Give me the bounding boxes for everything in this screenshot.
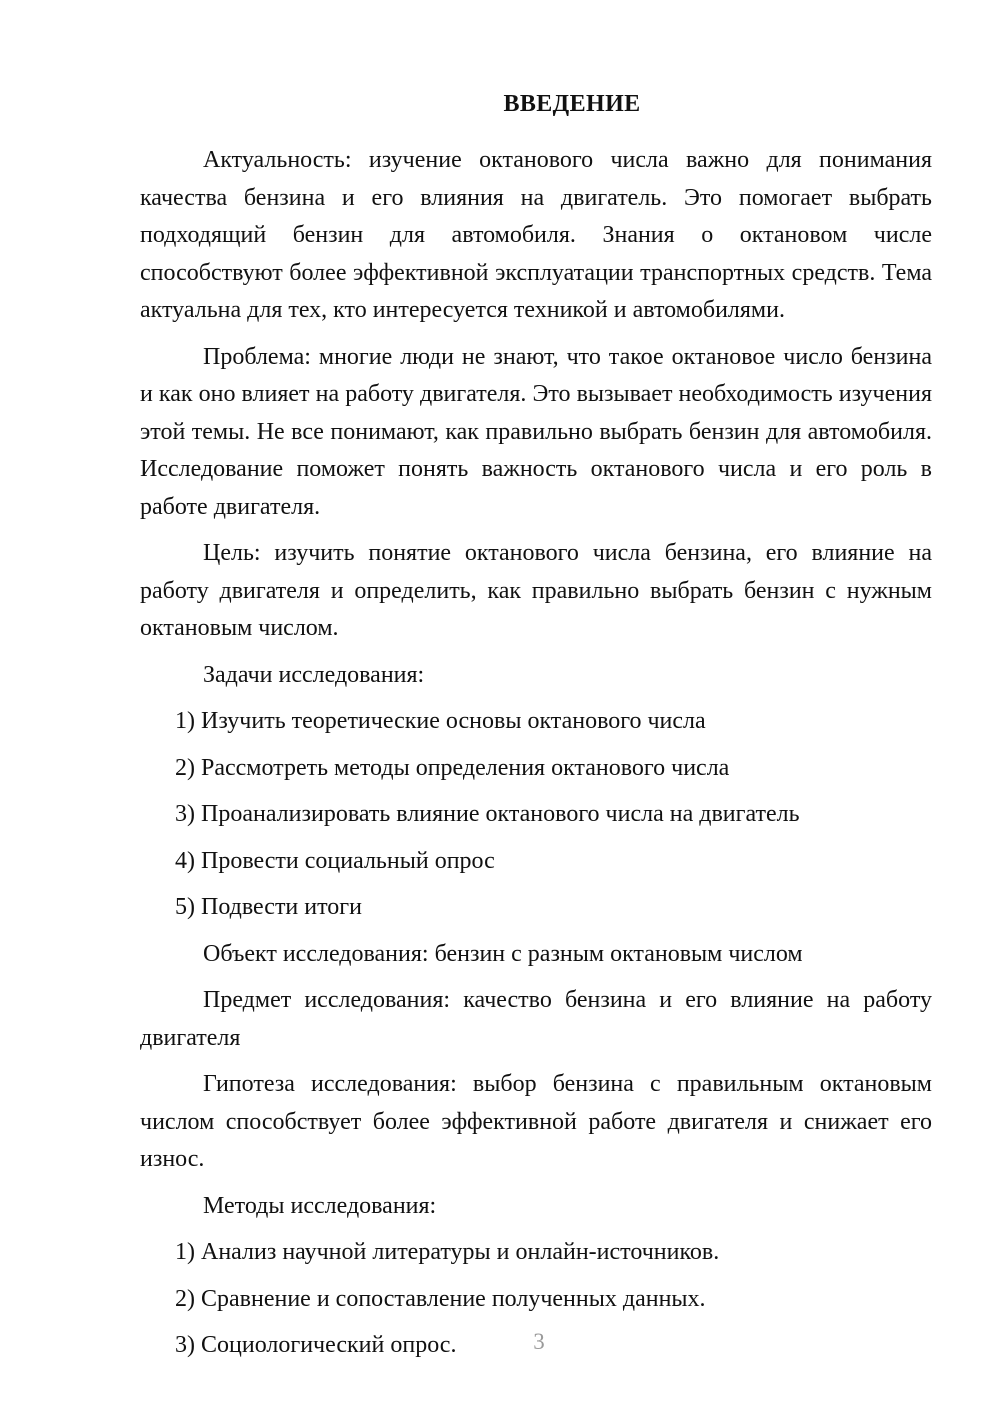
paragraph-subject: Предмет исследования: качество бензина и его влияние на работу двигателя (140, 987, 932, 1051)
list-item: 2) Сравнение и сопоставление полученных данных. (175, 1285, 706, 1312)
list-item: 3) Социологический опрос. (175, 1332, 457, 1359)
tasks-heading: Задачи исследования: (203, 661, 425, 688)
list-item: 1) Анализ научной литературы и онлайн-источников. (175, 1239, 720, 1266)
list-item: 2) Рассмотреть методы определения октанового числа (175, 754, 730, 781)
paragraph-problem: Проблема: многие люди не знают, что такое октановое число бензина и как оно влияет на работу двигателя. Это вызывает необходимость изучения этой темы. Не все понимают, как правильно выбрать бензин для автомобиля. Исследование поможет понять важность октанового числа и его роль в работе двигателя. (140, 343, 932, 520)
paragraph-object: Объект исследования: бензин с разным октановым числом (203, 940, 803, 967)
list-item: 1) Изучить теоретические основы октанового числа (175, 708, 706, 735)
page-number: 3 (533, 1329, 545, 1354)
page-title: ВВЕДЕНИЕ (503, 91, 641, 117)
paragraph-relevance: Актуальность: изучение октанового числа важно для понимания качества бензина и его влияния на двигатель. Это помогает выбрать подходящий бензин для автомобиля. Знания о октановом числе способствуют более эффективной эксплуатации транспортных средств. Тема актуальна для тех, кто интересуется техникой и автомобилями. (140, 147, 932, 324)
paragraph-hypothesis: Гипотеза исследования: выбор бензина с правильным октановым числом способствует более эффективной работе двигателя и снижает его износ. (140, 1071, 932, 1173)
list-item: 4) Провести социальный опрос (175, 847, 495, 874)
document-body (140, 88, 932, 1374)
list-item: 3) Проанализировать влияние октанового числа на двигатель (175, 801, 800, 828)
paragraph-goal: Цель: изучить понятие октанового числа бензина, его влияние на работу двигателя и определить, как правильно выбрать бензин с нужным октановым числом. (140, 540, 932, 642)
list-item: 5) Подвести итоги (175, 894, 362, 921)
methods-heading: Методы исследования: (203, 1192, 437, 1219)
